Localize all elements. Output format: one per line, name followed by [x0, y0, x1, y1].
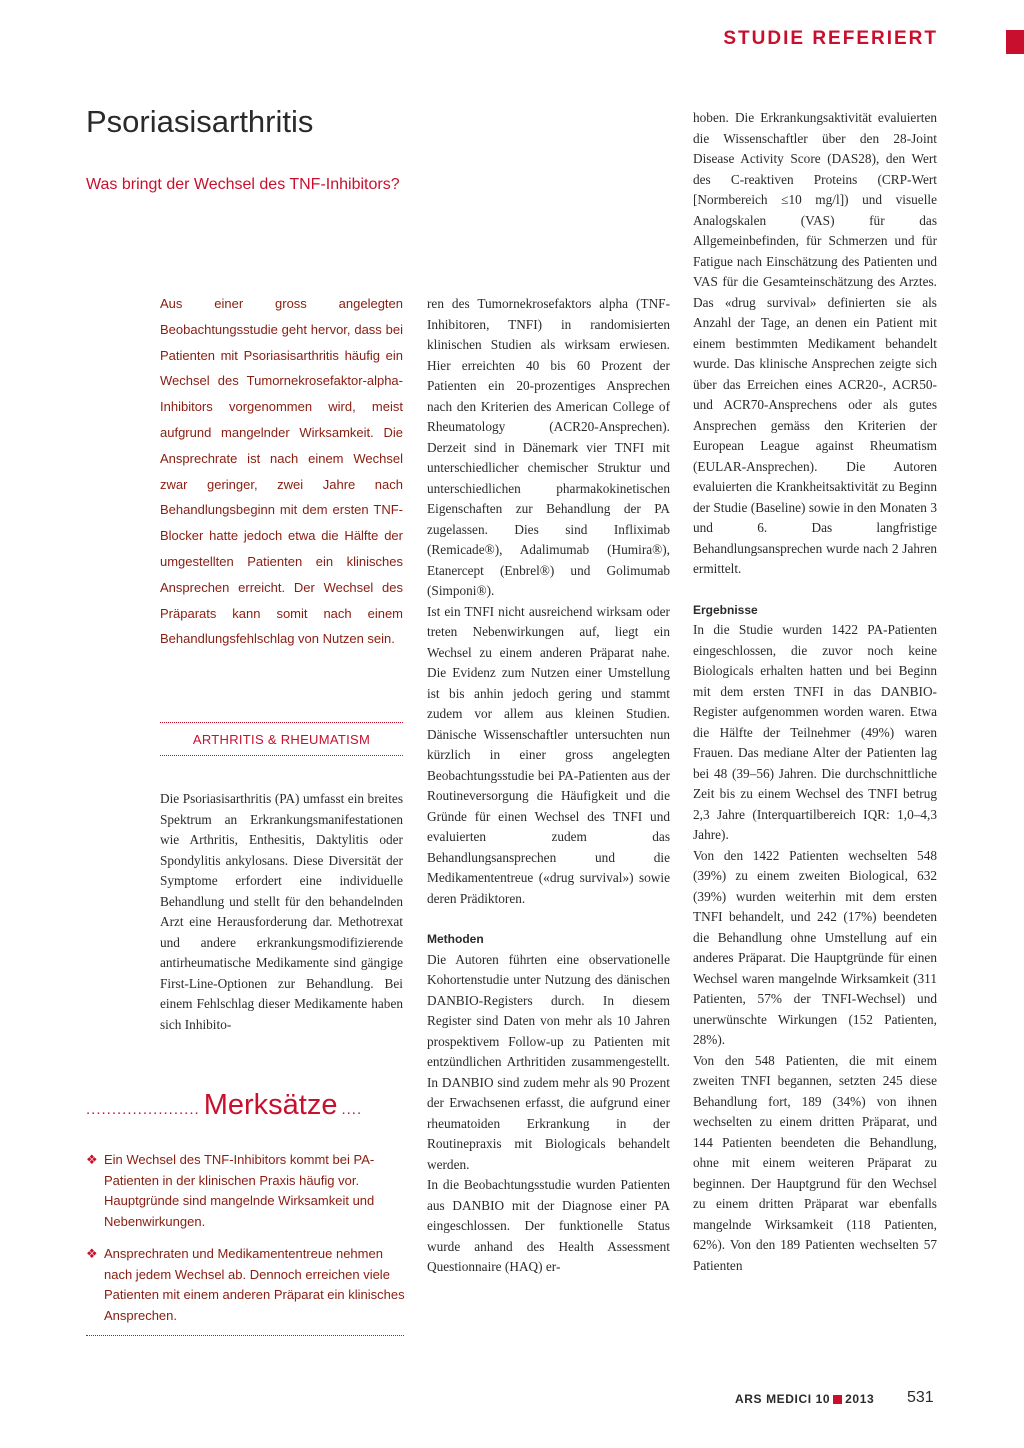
section-heading-ergebnisse: Ergebnisse — [693, 602, 758, 617]
body-paragraph: Von den 548 Patienten, die mit einem zweiten TNFI begannen, setzten 245 diese Behandlung fort, 189 (34%) von ihnen wechselten zu einem dritten Präparat, und 144 Patienten beendeten die Behandlung, ohne mit einem weiteren Präparat zu beginnen. Der Hauptgrund für den Wechsel zu einem dritten Präparat war ebenfalls mangelnde Wirksamkeit (118 Patienten, 62%). Von den 189 Patienten wechselten 57 Patienten — [693, 1052, 937, 1273]
diamond-bullet-icon: ❖ — [86, 1246, 98, 1261]
lead-paragraph: Aus einer gross angelegten Beobachtungsstudie geht hervor, dass bei Patienten mit Psoriasisarthritis häufig ein Wechsel des Tumornekrosefaktor-alpha-Inhibitors vorgenommen wird, meist aufgrund mangelnder Wirksamkeit. Die Ansprechrate ist nach einem Wechsel zwar geringer, zwei Jahre nach Behandlungsbeginn mit dem ersten TNF-Blocker hatte jedoch etwa die Hälfte der umgestellten Patienten ein klinisches Ansprechen erreicht. Der Wechsel des Präparats kann somit nach einem Behandlungsfehlschlag von Nutzen sein. — [160, 296, 403, 647]
footer-journal-name: ARS MEDICI 10 — [735, 1392, 831, 1406]
body-paragraph: Von den 1422 Patienten wechselten 548 (39%) zu einem zweiten Biological, 632 (39%) wurden weiterhin mit dem ersten TNFI behandelt, und 242 (17%) beendeten die Behandlung ohne Umstellung auf ein anderes Präparat. Die Hauptgründe für einen Wechsel waren mangelnde Wirksamkeit (311 Patienten, 57% der TNFI-Wechsel) und unerwünschte Wirkungen (152 Patienten, 28%). — [693, 847, 937, 1047]
list-item-text: Ein Wechsel des TNF-Inhibitors kommt bei PA-Patienten in der klinischen Praxis häufig vor. Hauptgründe sind mangelnde Wirksamkeit und Nebenwirkungen. — [104, 1152, 375, 1229]
body-paragraph: Die Psoriasisarthritis (PA) umfasst ein breites Spektrum an Erkrankungsmanifestationen wie Arthritis, Enthesitis, Daktylitis oder Spondylitis ankylosans. Diese Diversität der Symptome erfordert eine individuelle Behandlung und stellt für den behandelnden Arzt eine Herausforderung dar. Methotrexat und andere erkrankungsmodifizierende antirheumatische Medikamente sind gängige First-Line-Optionen zur Behandlung. Bei einem Fehlschlag dieser Medikamente haben sich Inhibito- — [160, 791, 403, 1032]
body-paragraph: ren des Tumornekrosefaktors alpha (TNF-Inhibitoren, TNFI) in randomisierten klinischen Studien als wirksam erwiesen. Hier erreichten 40 bis 60 Prozent der Patienten ein 20-prozentiges Ansprechen nach den Kriterien des American College of Rheumatology (ACR20-Ansprechen). Derzeit sind in Dänemark vier TNFI mit unterschiedlicher chemischer Struktur und unterschiedlichen pharmakokinetischen Eigenschaften zur Behandlung der PA zugelassen. Dies sind Infliximab (Remicade®), Adalimumab (Humira®), Etanercept (Enbrel®) und Golimumab (Simponi®). — [427, 296, 670, 598]
body-paragraph: In die Studie wurden 1422 PA-Patienten eingeschlossen, die zuvor noch keine Biologicals erhalten hatten und bei Beginn mit dem ersten TNFI in das DANBIO-Register aufgenommen worden waren. Etwa die Hälfte der Teilnehmer (49%) waren Frauen. Das mediane Alter der Patienten lag bei 48 (39–56) Jahren. Die durchschnittliche Zeit bis zu einem Wechsel des TNFI betrug 2,3 Jahre (Interquartilbereich IQR: 1,0–4,3 Jahre). — [693, 622, 937, 842]
list-item — [86, 1244, 406, 1326]
footer-year: 2013 — [845, 1392, 875, 1406]
merksaetze-title: Merksätze — [203, 1089, 338, 1121]
middle-column — [427, 294, 670, 1278]
body-paragraph: In die Beobachtungsstudie wurden Patienten aus DANBIO mit der Diagnose einer PA eingeschlossen. Der funktionelle Status wurde anhand des Health Assessment Questionnaire (HAQ) er- — [427, 1177, 670, 1274]
section-heading-methoden: Methoden — [427, 932, 484, 946]
heading-dots-right: .... — [341, 1101, 363, 1118]
page-number: 531 — [907, 1389, 934, 1406]
body-paragraph: Die Autoren führten eine observationelle Kohortenstudie unter Nutzung des dänischen DANBIO-Registers durch. In diesem Register sind Daten von mehr als 10 Jahren prospektivem Follow-up zu Patienten mit entzündlichen Arthritiden zusammengestellt. In DANBIO sind zudem mehr als 90 Prozent der Erwachsenen erfasst, die aufgrund einer rheumatoiden Erkrankung in der Routinepraxis mit Biologicals behandelt werden. — [427, 951, 670, 1172]
left-column-body — [160, 789, 403, 1035]
list-item-text: Ansprechraten und Medikamententreue nehmen nach jedem Wechsel ab. Dennoch erreichen viele Patienten mit einem anderen Präparat ein klinisches Ansprechen. — [104, 1246, 405, 1323]
source-journal: ARTHRITIS & RHEUMATISM — [192, 732, 371, 747]
diamond-bullet-icon: ❖ — [86, 1152, 98, 1167]
merksaetze-divider — [86, 1335, 404, 1336]
body-paragraph: Ist ein TNFI nicht ausreichend wirksam oder treten Nebenwirkungen auf, liegt ein Wechsel zu einem anderen Präparat nahe. Die Evidenz zum Nutzen einer Umstellung ist bis anhin jedoch gering und stammt zudem vor allem aus kleinen Studien. Dänische Wissenschaftler untersuchten nun kürzlich in einer gross angelegten Beobachtungsstudie bei PA-Patienten aus der Routineversorgung die Häufigkeit und die Gründe für einen Wechsel des TNFI und evaluierten zudem das Behandlungsansprechen und die Medikamententreue («drug survival») sowie deren Prädiktoren. — [427, 603, 670, 906]
right-column — [693, 108, 937, 1276]
section-marker — [1006, 30, 1024, 54]
source-divider-bottom — [160, 755, 403, 756]
section-label: STUDIE REFERIERT — [723, 28, 938, 49]
footer-journal — [735, 1392, 874, 1406]
article-title: Psoriasisarthritis — [86, 104, 314, 139]
merksaetze-list — [86, 1150, 406, 1338]
merksaetze-heading — [86, 1089, 406, 1122]
heading-dots-left: ...................... — [86, 1101, 200, 1118]
body-paragraph: hoben. Die Erkrankungsaktivität evaluierten die Wissenschaftler über den 28-Joint Disease Activity Score (DAS28), den Wert des C-reaktiven Proteins (CRP-Wert [Normbereich ≤10 mg/l]) und visuelle Analogskalen (VAS) für das Allgemeinbefinden, für Schmerzen und für Fatigue nach Einschätzung des Patienten und VAS für die Gesamteinschätzung des Arztes. Das «drug survival» definierten sie als Anzahl der Tage, an denen ein Patient mit einem bestimmten Medikament behandelt wurde. Das klinische Ansprechen zeigte sich über das Erreichen eines ACR20-, ACR50- und ACR70-Ansprechens oder als gutes Ansprechen gemäss den Kriterien der European League against Rheumatism (EULAR-Ansprechen). Die Autoren evaluierten die Krankheitsaktivität zu Beginn der Studie (Baseline) sowie in den Monaten 3 und 6. Das langfristige Behandlungsansprechen wurde nach 2 Jahren ermittelt. — [693, 110, 937, 576]
footer-square-icon — [833, 1395, 842, 1404]
list-item — [86, 1150, 406, 1232]
article-subtitle: Was bringt der Wechsel des TNF-Inhibitors? — [86, 176, 400, 193]
source-divider-top — [160, 722, 403, 723]
